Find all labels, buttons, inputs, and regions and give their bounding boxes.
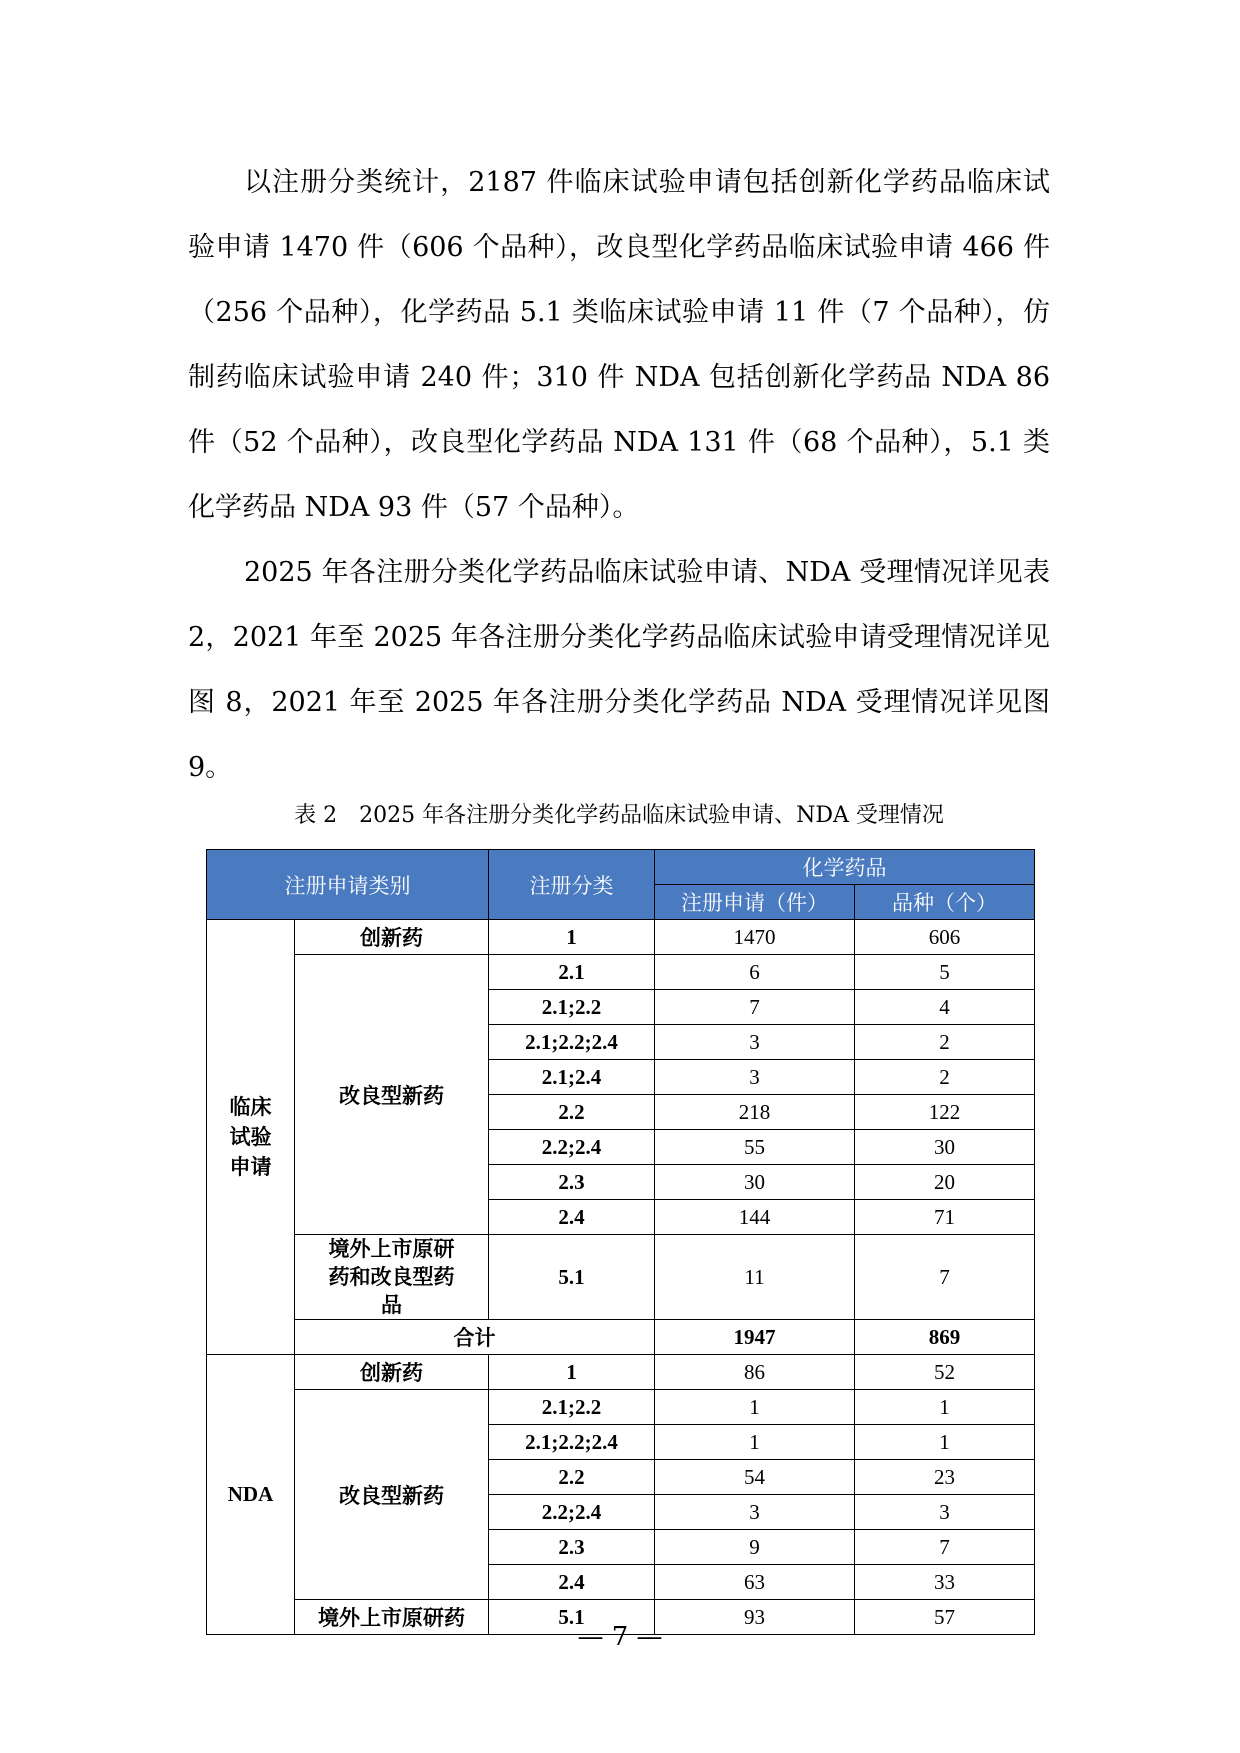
apps-cell: 54 — [655, 1460, 855, 1495]
apps-cell: 30 — [655, 1165, 855, 1200]
vars-cell: 2 — [855, 1025, 1035, 1060]
vars-cell: 30 — [855, 1130, 1035, 1165]
header-row-1 — [207, 850, 1035, 885]
table-row — [207, 920, 1035, 955]
table-row — [207, 1390, 1035, 1425]
header-category: 注册申请类别 — [207, 850, 489, 920]
class-cell: 2.1;2.4 — [489, 1060, 655, 1095]
apps-cell: 86 — [655, 1355, 855, 1390]
class-cell: 1 — [489, 920, 655, 955]
total-label: 合计 — [295, 1320, 655, 1355]
page-number: — 7 — — [577, 1622, 663, 1652]
subtype-label: 改良型新药 — [295, 955, 489, 1235]
vars-cell: 52 — [855, 1355, 1035, 1390]
class-cell: 2.3 — [489, 1530, 655, 1565]
vars-cell: 5 — [855, 955, 1035, 990]
class-cell: 5.1 — [489, 1600, 655, 1635]
apps-cell: 93 — [655, 1600, 855, 1635]
apps-cell: 9 — [655, 1530, 855, 1565]
apps-cell: 3 — [655, 1495, 855, 1530]
table-row — [207, 955, 1035, 990]
header-varieties: 品种（个） — [855, 885, 1035, 920]
class-cell: 1 — [489, 1355, 655, 1390]
table-caption: 表 2 2025 年各注册分类化学药品临床试验申请、NDA 受理情况 — [294, 803, 944, 828]
class-cell: 2.2;2.4 — [489, 1130, 655, 1165]
vars-cell: 23 — [855, 1460, 1035, 1495]
vars-cell: 122 — [855, 1095, 1035, 1130]
vars-cell: 7 — [855, 1235, 1035, 1320]
vars-cell: 2 — [855, 1060, 1035, 1095]
vars-cell: 4 — [855, 990, 1035, 1025]
vars-cell: 3 — [855, 1495, 1035, 1530]
class-cell: 2.1;2.2;2.4 — [489, 1425, 655, 1460]
class-cell: 2.2;2.4 — [489, 1495, 655, 1530]
class-cell: 2.4 — [489, 1200, 655, 1235]
table-row — [207, 1355, 1035, 1390]
vars-cell: 1 — [855, 1390, 1035, 1425]
class-cell: 2.2 — [489, 1095, 655, 1130]
paragraph-2: 2025 年各注册分类化学药品临床试验申请、NDA 受理情况详见表 2，2021 年至 2025 年各注册分类化学药品临床试验申请受理情况详见图 8，2021 年至 2025 年各注册分类化学药品 NDA 受理情况详见图 9。 — [188, 557, 1050, 783]
subtype-label: 境外上市原研药和改良型药品 — [295, 1235, 489, 1320]
class-cell: 2.2 — [489, 1460, 655, 1495]
apps-cell: 1470 — [655, 920, 855, 955]
total-apps: 1947 — [655, 1320, 855, 1355]
header-applications: 注册申请（件） — [655, 885, 855, 920]
header-chem: 化学药品 — [655, 850, 1035, 885]
header-class: 注册分类 — [489, 850, 655, 920]
apps-cell: 55 — [655, 1130, 855, 1165]
class-cell: 2.3 — [489, 1165, 655, 1200]
vars-cell: 1 — [855, 1425, 1035, 1460]
vars-cell: 7 — [855, 1530, 1035, 1565]
class-cell: 5.1 — [489, 1235, 655, 1320]
apps-cell: 63 — [655, 1565, 855, 1600]
vars-cell: 57 — [855, 1600, 1035, 1635]
subtype-label: 改良型新药 — [295, 1390, 489, 1600]
apps-cell: 3 — [655, 1060, 855, 1095]
class-cell: 2.1 — [489, 955, 655, 990]
vars-cell: 606 — [855, 920, 1035, 955]
body-text — [188, 150, 1050, 800]
class-cell: 2.1;2.2 — [489, 990, 655, 1025]
apps-cell: 218 — [655, 1095, 855, 1130]
paragraph-1: 以注册分类统计，2187 件临床试验申请包括创新化学药品临床试验申请 1470 件（606 个品种），改良型化学药品临床试验申请 466 件（256 个品种），化学药品 5.1 类临床试验申请 11 件（7 个品种），仿制药临床试验申请 240 件；310 件 NDA 包括创新化学药品 NDA 86 件（52 个品种），改良型化学药品 NDA 131 件（68 个品种），5.1 类化学药品 NDA 93 件（57 个品种）。 — [188, 167, 1050, 523]
registration-table — [206, 849, 1035, 1635]
total-vars: 869 — [855, 1320, 1035, 1355]
group-label-nda: NDA — [207, 1355, 295, 1635]
subtype-label: 创新药 — [295, 1355, 489, 1390]
apps-cell: 7 — [655, 990, 855, 1025]
vars-cell: 33 — [855, 1565, 1035, 1600]
apps-cell: 1 — [655, 1390, 855, 1425]
vars-cell: 20 — [855, 1165, 1035, 1200]
vars-cell: 71 — [855, 1200, 1035, 1235]
class-cell: 2.1;2.2;2.4 — [489, 1025, 655, 1060]
subtype-label: 创新药 — [295, 920, 489, 955]
apps-cell: 144 — [655, 1200, 855, 1235]
group-label-clinical: 临床试验申请 — [207, 920, 295, 1355]
table-row — [207, 1235, 1035, 1320]
class-cell: 2.1;2.2 — [489, 1390, 655, 1425]
class-cell: 2.4 — [489, 1565, 655, 1600]
total-row — [207, 1320, 1035, 1355]
apps-cell: 3 — [655, 1025, 855, 1060]
apps-cell: 1 — [655, 1425, 855, 1460]
subtype-label: 境外上市原研药 — [295, 1600, 489, 1635]
apps-cell: 6 — [655, 955, 855, 990]
apps-cell: 11 — [655, 1235, 855, 1320]
